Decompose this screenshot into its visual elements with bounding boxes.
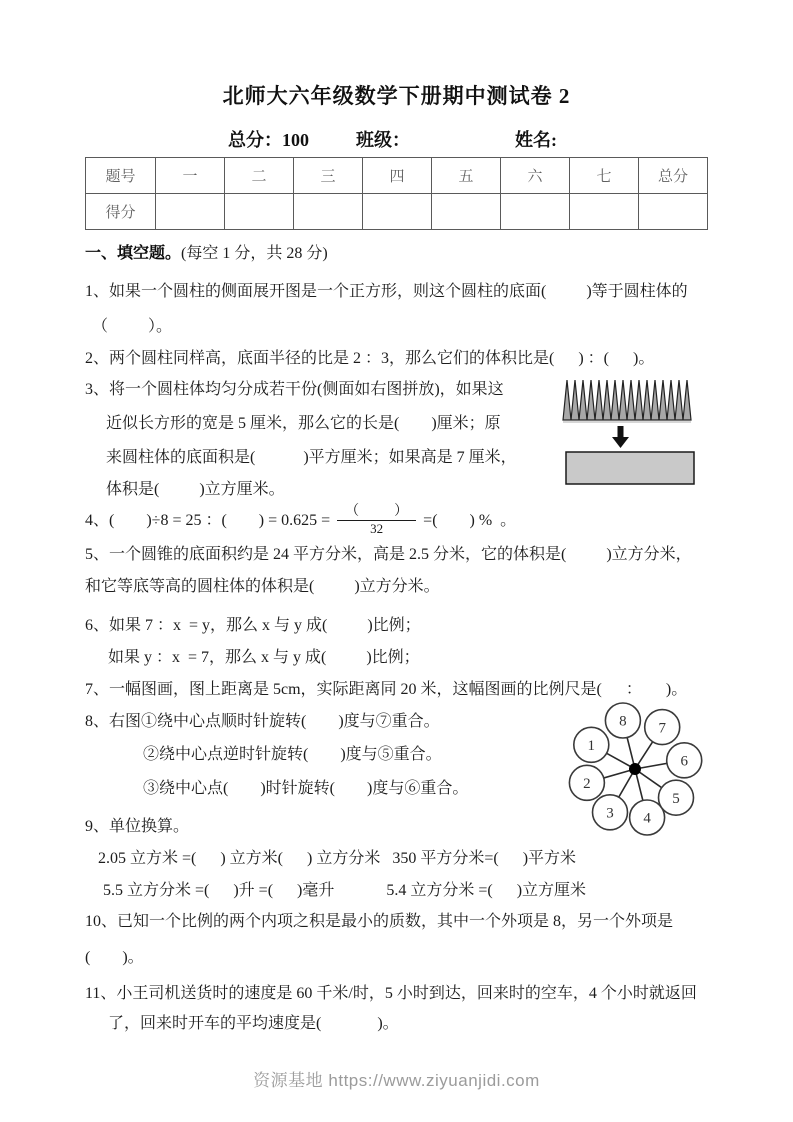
score-cell (156, 194, 225, 230)
question-4-pre: 4、( )÷8 = 25 ：( ) = 0.625 = (85, 511, 335, 529)
question-6-line-1: 6、如果 7 ：x = y，那么 x 与 y 成( )比例； (85, 617, 421, 634)
score-cell (570, 194, 639, 230)
section-one-title: 一、填空题。 (85, 245, 182, 262)
question-1-line-2: （ ）。 (92, 318, 173, 335)
name-label: 姓名: (515, 130, 557, 150)
score-table-header-cell: 题号 (86, 158, 156, 194)
total-score-label: 总分：100 (228, 130, 309, 150)
score-row-label: 得分 (86, 194, 156, 230)
fraction-numerator: （ ） (337, 504, 416, 521)
page-title: 北师大六年级数学下册期中测试卷 2 (222, 84, 571, 108)
score-table (85, 157, 708, 230)
footer-watermark: 资源基地 https://www.ziyuanjidi.com (253, 1071, 540, 1090)
score-table-header-cell: 总分 (639, 158, 708, 194)
score-table-header-cell: 一 (156, 158, 225, 194)
question-2-line-1: 2、两个圆柱同样高，底面半径的比是 2 ：3，那么它们的体积比是( ) ：( )。 (85, 350, 655, 367)
score-table-header-cell: 四 (363, 158, 432, 194)
score-cell (294, 194, 363, 230)
question-3-line-4: 体积是( )立方厘米。 (106, 481, 285, 498)
question-1-line-1: 1、如果一个圆柱的侧面展开图是一个正方形，则这个圆柱的底面( )等于圆柱体的 (85, 283, 688, 300)
petal-label: 7 (658, 720, 666, 737)
rectangle-shape (566, 452, 694, 484)
petal-label: 6 (680, 753, 688, 770)
question-8-line-3: ③绕中心点( )时针旋转( )度与⑥重合。 (143, 780, 469, 797)
question-4-line-1 (85, 504, 516, 537)
rotation-figure (558, 698, 738, 858)
section-one-heading (85, 243, 328, 264)
score-cell (432, 194, 501, 230)
score-table-header-cell: 五 (432, 158, 501, 194)
center-dot (629, 763, 641, 775)
down-arrow-icon (612, 426, 629, 448)
question-8-line-2: ②绕中心点逆时针旋转( )度与⑤重合。 (143, 746, 442, 763)
fraction (337, 504, 416, 537)
question-11-line-2: 了，回来时开车的平均速度是( )。 (108, 1015, 399, 1032)
question-9-line-3: 5.5 立方分米 =( )升 =( )毫升 5.4 立方分米 =( )立方厘米 (103, 882, 587, 899)
question-3-line-1: 3、将一个圆柱体均匀分成若干份(侧面如右图拼放)，如果这 (85, 381, 504, 398)
question-10-line-2: ( )。 (85, 949, 144, 966)
score-table-header-cell: 六 (501, 158, 570, 194)
petal-label: 8 (619, 713, 627, 730)
question-6-line-2: 如果 y ：x = 7，那么 x 与 y 成( )比例； (108, 649, 420, 666)
question-5-line-2: 和它等底等高的圆柱体的体积是( )立方分米。 (85, 578, 440, 595)
question-7-line-1: 7、一幅图画，图上距离是 5cm，实际距离同 20 米，这幅图画的比例尺是( ： )。 (85, 681, 688, 698)
question-9-line-1: 9、单位换算。 (85, 818, 190, 835)
score-table-score-row (86, 194, 708, 230)
petal-label: 4 (643, 810, 651, 827)
score-table-header-cell: 三 (294, 158, 363, 194)
score-table-header-cell: 二 (225, 158, 294, 194)
score-table-header-cell: 七 (570, 158, 639, 194)
cylinder-sector-strip (563, 380, 691, 420)
question-11-line-1: 11、小王司机送货时的速度是 60 千米/时，5 小时到达，回来时的空车，4 个小时就返回 (85, 985, 697, 1002)
question-10-line-1: 10、已知一个比例的两个内项之积是最小的质数，其中一个外项是 8，另一个外项是 (85, 913, 674, 930)
strip-baseline (563, 421, 691, 423)
question-5-line-1: 5、一个圆锥的底面积约是 24 平方分米，高是 2.5 分米，它的体积是( )立方分米， (85, 546, 692, 563)
petal-label: 1 (587, 738, 596, 754)
class-label: 班级： (356, 130, 410, 150)
question-9-line-2: 2.05 立方米 =( ) 立方米( ) 立方分米 350 平方分米=( )平方米 (98, 850, 577, 867)
petal-label: 3 (606, 805, 614, 822)
question-3-line-3: 来圆柱体的底面积是( )平方厘米；如果高是 7 厘米， (106, 449, 517, 466)
petal-label: 5 (672, 790, 680, 807)
score-cell (639, 194, 708, 230)
petal-label: 2 (583, 776, 591, 792)
question-3-line-2: 近似长方形的宽是 5 厘米，那么它的长是( )厘米；原 (106, 415, 501, 432)
fraction-denominator: 32 (370, 521, 384, 537)
score-cell (501, 194, 570, 230)
meta-row (0, 126, 793, 150)
question-8-line-1: 8、右图①绕中心点顺时针旋转( )度与⑦重合。 (85, 713, 440, 730)
section-one-note: (每空 1 分，共 28 分) (181, 245, 328, 262)
score-cell (363, 194, 432, 230)
score-cell (225, 194, 294, 230)
cylinder-unroll-figure (560, 374, 700, 486)
score-table-header-row (86, 158, 708, 194)
question-4-post: =( ) % 。 (419, 511, 517, 529)
